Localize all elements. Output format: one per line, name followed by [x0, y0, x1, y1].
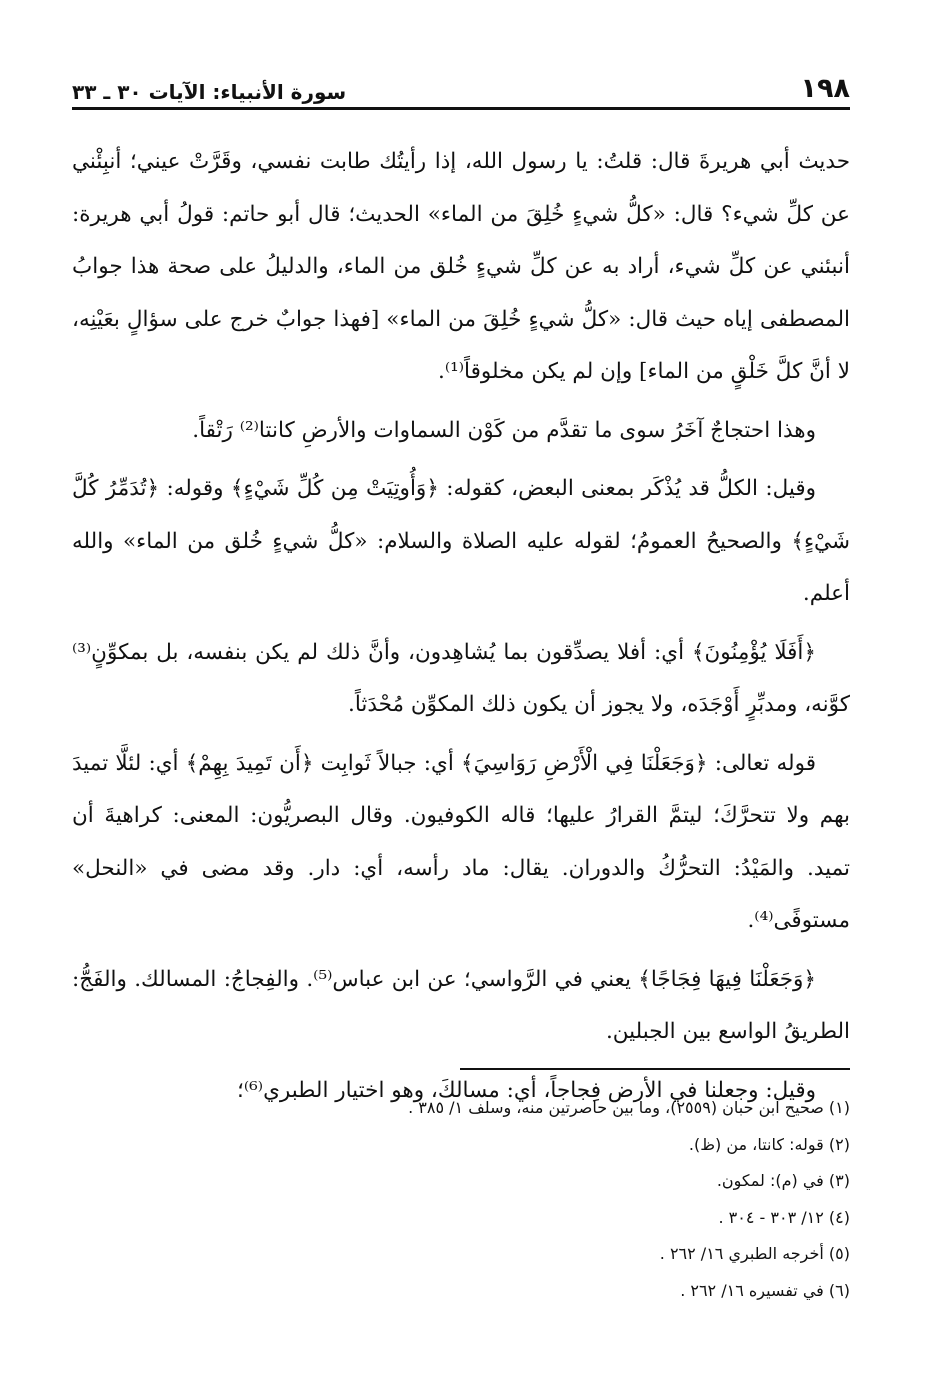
footnote-3: (٣) في (م): لمكون. — [716, 1171, 850, 1191]
paragraph-3: وقيل: الكلُّ قد يُذْكَر بمعنى البعض، كقوله: ﴿وَأُوتِيَتْ مِن كُلِّ شَيْءٍ﴾ وقوله: ﴿تُدَمِّرُ كُلَّ شَيْءٍ﴾ والصحيحُ العمومُ؛ لقوله عليه الصلاة والسلام: «كلُّ شيءٍ خُلق من الماء» والله أعلم. — [72, 476, 850, 606]
header-divider — [72, 107, 850, 110]
paragraph-4: ﴿أَفَلَا يُؤْمِنُونَ﴾ أي: أفلا يصدِّقون بما يُشاهِدون، وأنَّ ذلك لم يكن بنفسه، بل بمكوِّنٍ⁽³⁾ كوَّنه، ومدبِّرٍ أَوْجَدَه، ولا يجوز أن يكون ذلك المكوِّن مُحْدَثاً. — [72, 639, 850, 717]
main-text — [72, 136, 850, 1123]
footnote-1: (١) صحيح ابن حبان (٢٥٥٩)، وما بين حاصرتين منه، وسلف ١/ ٣٨٥ . — [408, 1098, 850, 1117]
paragraph-1: حديث أبي هريرةَ قال: قلتُ: يا رسول الله، إذا رأيتُك طابت نفسي، وقَرَّتْ عيني؛ أنبِئْني عن كلِّ شيء؟ قال: «كلُّ شيءٍ خُلِقَ من الماء» الحديث؛ قال أبو حاتم: قولُ أبي هريرة: أنبئني عن كلِّ شيء، أراد به عن كلِّ شيءٍ خُلق من الماء، والدليلُ على صحة هذا جوابُ المصطفى إياه حيث قال: «كلُّ شيءٍ خُلِقَ من الماء» [فهذا جوابٌ خرج على سؤالٍ بعَيْنِه، لا أنَّ كلَّ خَلْقٍ من الماء] وإن لم يكن مخلوقاً⁽¹⁾. — [72, 149, 850, 384]
footnote-6: (٦) في تفسيره ١٦/ ٢٦٢ . — [680, 1280, 850, 1300]
footnote-4: (٤) ١٢/ ٣٠٣ - ٣٠٤ . — [718, 1207, 850, 1227]
footnote-5: (٥) أخرجه الطبري ١٦/ ٢٦٢ . — [659, 1244, 850, 1264]
footnote-2: (٢) قوله: كانتا، من (ظ). — [688, 1134, 850, 1154]
footnotes — [72, 1090, 850, 1310]
running-header — [72, 60, 850, 104]
page-number: ١٩٨ — [800, 73, 850, 104]
paragraph-5: قوله تعالى: ﴿وَجَعَلْنَا فِي الْأَرْضِ رَوَاسِيَ﴾ أي: جبالاً ثَوابِت ﴿أَن تَمِيدَ بِهِمْ﴾ أي: لئلَّا تميدَ بهم ولا تتحرَّكَ؛ ليتمَّ القرارُ عليها؛ قاله الكوفيون. وقال البصريُّون: المعنى: كراهيةَ أن تميد. والمَيْدُ: التحرُّكُ والدوران. يقال: ماد رأسه، أي: دار. وقد مضى في «النحل» مستوفًى⁽⁴⁾. — [72, 750, 850, 933]
footnote-divider — [460, 1068, 850, 1070]
running-title: سورة الأنبياء: الآيات ٣٠ ـ ٣٣ — [72, 80, 347, 104]
paragraph-7: وقيل: وجعلنا في الأرض فِجاجاً، أي: مسالكَ، وهو اختيار الطبري⁽⁶⁾؛ — [237, 1077, 816, 1103]
paragraph-6: ﴿وَجَعَلْنَا فِيهَا فِجَاجًا﴾ يعني في الرَّواسي؛ عن ابن عباس⁽⁵⁾. والفِجاجُ: المسالك. والفَجُّ: الطريقُ الواسع بين الجبلين. — [72, 966, 850, 1044]
paragraph-2: وهذا احتجاجٌ آخَرُ سوى ما تقدَّم من كَوْن السماوات والأرضِ كانتا⁽²⁾ رَتْقاً. — [192, 417, 816, 443]
